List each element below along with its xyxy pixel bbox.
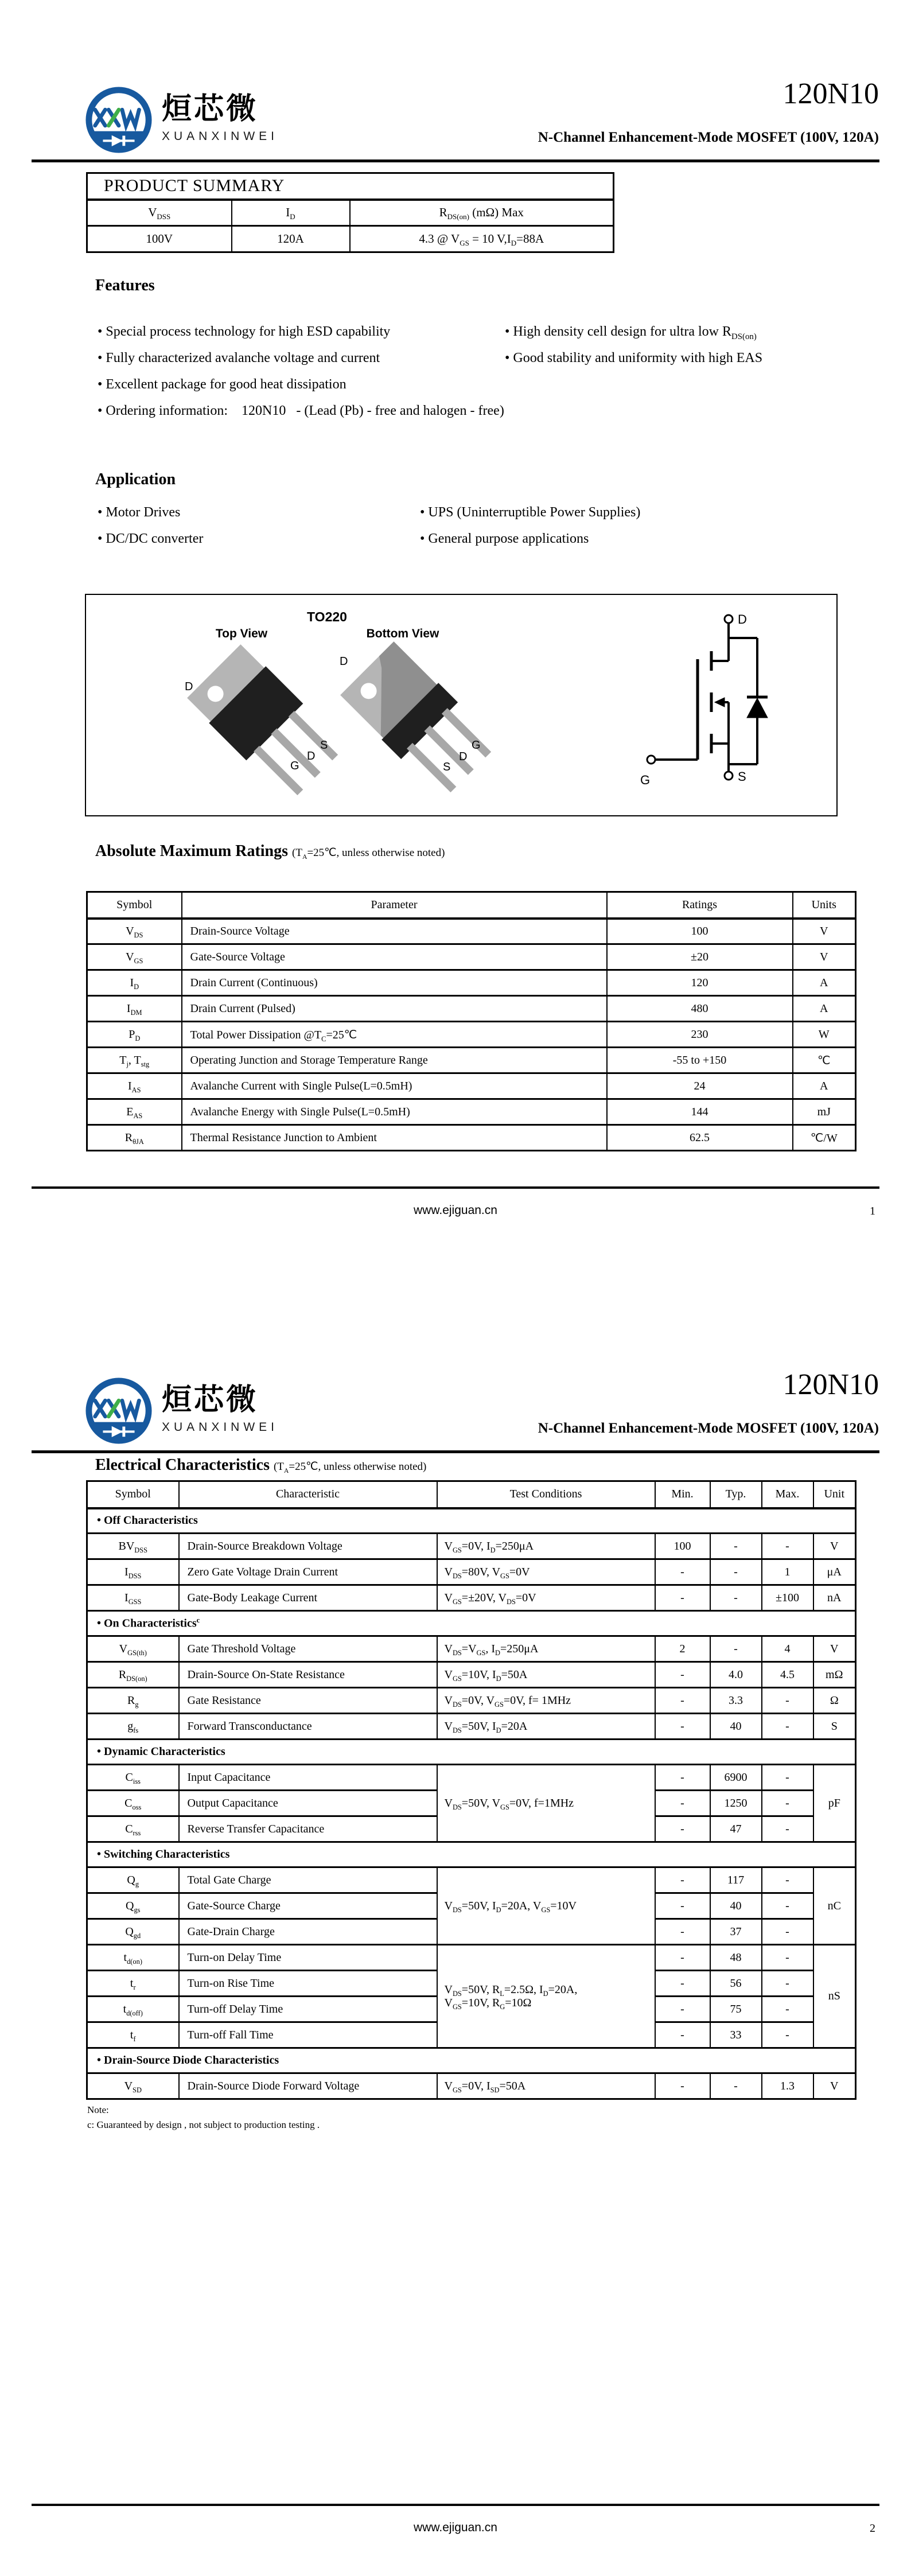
part-number: 120N10: [782, 77, 879, 110]
application-heading: Application: [95, 470, 176, 488]
cell: Avalanche Energy with Single Pulse(L=0.5mH): [182, 1099, 607, 1125]
symbol-cell: $Q_{gd}$: [87, 1919, 179, 1945]
symbol-cell: $P_D$: [87, 1022, 182, 1048]
cell: -: [655, 1816, 710, 1842]
cell: -: [655, 1688, 710, 1714]
cell: 47: [710, 1816, 762, 1842]
cell: ℃: [793, 1048, 856, 1073]
table-row: [87, 173, 614, 200]
cell: 120: [607, 970, 793, 996]
footer-url: www.ejiguan.cn: [414, 1204, 497, 1217]
table-row: [87, 1945, 856, 1971]
electrical-table: [86, 1480, 857, 2100]
column-header: $R_{DS(on)}$ (mΩ) Max: [350, 200, 614, 226]
cell: W: [793, 1022, 856, 1048]
cell: 117: [710, 1867, 762, 1893]
cell: $V_{DS}=V_{GS}$, $I_D=250\mu A$: [437, 1636, 655, 1662]
table-row: [87, 1688, 856, 1714]
company-logo: [85, 1377, 278, 1445]
symbol-cell: $T_j$, $T_{stg}$: [87, 1048, 182, 1073]
list-item: • General purpose applications: [420, 531, 589, 546]
column-header: $V_{DSS}$: [87, 200, 232, 226]
cell: -: [710, 1636, 762, 1662]
column-header: $I_D$: [232, 200, 350, 226]
brand-logo-icon: [85, 1377, 153, 1445]
table-row: [87, 226, 614, 252]
table-row: [87, 2073, 856, 2099]
cell: 1: [762, 1559, 813, 1585]
symbol-cell: $Q_g$: [87, 1867, 179, 1893]
section-label: [87, 1611, 856, 1636]
pin-label: D: [459, 750, 468, 763]
shared-unit-cell: nS: [813, 1945, 856, 2048]
cell: Drain-Source On-State Resistance: [179, 1662, 437, 1688]
symbol-gate-label: G: [640, 773, 651, 787]
cell: -: [762, 1688, 813, 1714]
mosfet-symbol-icon: [647, 615, 768, 780]
cell: -: [655, 1945, 710, 1971]
column-header: Unit: [813, 1481, 856, 1508]
abs-max-heading: [95, 842, 445, 861]
cell: ±20: [607, 944, 793, 970]
list-item: • UPS (Uninterruptible Power Supplies): [420, 505, 641, 520]
pin-label: S: [443, 761, 451, 773]
cell: V: [813, 1636, 856, 1662]
cell: 144: [607, 1099, 793, 1125]
symbol-cell: $R_g$: [87, 1688, 179, 1714]
cell: 1250: [710, 1791, 762, 1816]
symbol-cell: $C_{iss}$: [87, 1765, 179, 1791]
symbol-cell: $I_{GSS}$: [87, 1585, 179, 1611]
abs-max-condition: ($T_A=25℃$, unless otherwise noted): [292, 847, 445, 861]
cell: Gate-Source Voltage: [182, 944, 607, 970]
to220-bottom-view-icon: [338, 640, 499, 800]
symbol-cell: $V_{GS(th)}$: [87, 1636, 179, 1662]
symbol-cell: $E_{AS}$: [87, 1099, 182, 1125]
cell: V: [793, 919, 856, 944]
cell: -: [655, 1559, 710, 1585]
cell: 48: [710, 1945, 762, 1971]
table-row: [87, 1636, 856, 1662]
cell: -: [655, 1867, 710, 1893]
electrical-title: Electrical Characteristics: [95, 1456, 270, 1474]
cell: Total Gate Charge: [179, 1867, 437, 1893]
table-row: [87, 1048, 856, 1073]
list-item: • Good stability and uniformity with high EAS: [505, 351, 763, 365]
package-figure: [85, 594, 838, 816]
list-item: • Special process technology for high ESD capability: [98, 324, 391, 339]
cell: Thermal Resistance Junction to Ambient: [182, 1125, 607, 1151]
cell: Total Power Dissipation $@T_C=25℃$: [182, 1022, 607, 1048]
cell: $V_{GS}=10V$, $I_D=50A$: [437, 1662, 655, 1688]
cell: mJ: [793, 1099, 856, 1125]
section-row: [87, 2048, 856, 2073]
section-row: [87, 1508, 856, 1534]
cell: Output Capacitance: [179, 1791, 437, 1816]
table-row: [87, 1585, 856, 1611]
table-row: [87, 944, 856, 970]
cell: -: [762, 1765, 813, 1791]
symbol-cell: $Q_{gs}$: [87, 1893, 179, 1919]
pin-label: S: [320, 739, 328, 752]
column-header: Typ.: [710, 1481, 762, 1508]
list-item: • Ordering information: 120N10 - (Lead (Pb) - free and halogen - free): [98, 403, 504, 418]
cell: ℃/W: [793, 1125, 856, 1151]
cell: V: [813, 2073, 856, 2099]
cell: 75: [710, 1997, 762, 2022]
cell: -: [762, 1919, 813, 1945]
cell: -: [655, 1919, 710, 1945]
page-2: [0, 1291, 911, 2576]
symbol-cell: $C_{rss}$: [87, 1816, 179, 1842]
product-summary-table: [86, 172, 614, 253]
cell: 37: [710, 1919, 762, 1945]
cell: 40: [710, 1893, 762, 1919]
cell: -: [655, 1714, 710, 1740]
cell: nA: [813, 1585, 856, 1611]
cell: -: [655, 2073, 710, 2099]
shared-condition-cell: $V_{DS}=50V$, $I_D=20A$, $V_{GS}=10V$: [437, 1867, 655, 1945]
document-subtitle: N-Channel Enhancement-Mode MOSFET (100V, 120A): [538, 130, 879, 145]
cell: 480: [607, 996, 793, 1022]
column-header: Symbol: [87, 892, 182, 919]
cell: -: [655, 2022, 710, 2048]
cell: Gate-Body Leakage Current: [179, 1585, 437, 1611]
cell: -: [710, 1534, 762, 1559]
abs-max-title: Absolute Maximum Ratings: [95, 842, 289, 860]
cell: -: [762, 1714, 813, 1740]
table-header-row: [87, 1481, 856, 1508]
footer-rule: [32, 2504, 879, 2506]
list-item: • High density cell design for ultra low $R_{DS(on)}$: [505, 324, 757, 341]
electrical-heading: [95, 1456, 426, 1474]
table-row: [87, 1099, 856, 1125]
symbol-cell: $I_{DM}$: [87, 996, 182, 1022]
brand-name-en: XUANXINWEI: [162, 130, 279, 143]
cell: -: [710, 1559, 762, 1585]
cell: Gate Resistance: [179, 1688, 437, 1714]
table-row: [87, 1022, 856, 1048]
cell: Avalanche Current with Single Pulse(L=0.5mH): [182, 1073, 607, 1099]
cell: 230: [607, 1022, 793, 1048]
cell: Turn-on Delay Time: [179, 1945, 437, 1971]
note-text: c: Guaranteed by design , not subject to production testing .: [87, 2119, 320, 2130]
cell: 3.3: [710, 1688, 762, 1714]
table-row: [87, 200, 614, 226]
symbol-cell: $R_{\theta JA}$: [87, 1125, 182, 1151]
cell: -: [762, 1867, 813, 1893]
cell: Turn-off Fall Time: [179, 2022, 437, 2048]
cell: Drain-Source Diode Forward Voltage: [179, 2073, 437, 2099]
cell: Turn-off Delay Time: [179, 1997, 437, 2022]
cell: Drain Current (Pulsed): [182, 996, 607, 1022]
cell: A: [793, 970, 856, 996]
cell: -55 to +150: [607, 1048, 793, 1073]
column-header: Test Conditions: [437, 1481, 655, 1508]
cell: Forward Transconductance: [179, 1714, 437, 1740]
cell: -: [762, 1971, 813, 1997]
section-label: • Switching Characteristics: [87, 1842, 856, 1867]
header-rule: [32, 159, 879, 162]
table-row: [87, 1073, 856, 1099]
cell: 4.3 @ $V_{GS} = 10$ $V,I_D=88A$: [350, 226, 614, 252]
application-list-left: [98, 505, 203, 558]
cell: Turn-on Rise Time: [179, 1971, 437, 1997]
part-number: 120N10: [782, 1368, 879, 1401]
to220-top-view-icon: [185, 643, 346, 803]
table-row: [87, 1662, 856, 1688]
table-row: [87, 1534, 856, 1559]
symbol-cell: $V_{GS}$: [87, 944, 182, 970]
cell: V: [793, 944, 856, 970]
cell: 100V: [87, 226, 232, 252]
list-item: • Fully characterized avalanche voltage and current: [98, 351, 380, 365]
section-label-superscript: c: [196, 1616, 200, 1625]
symbol-cell: $R_{DS(on)}$: [87, 1662, 179, 1688]
symbol-cell: $I_{AS}$: [87, 1073, 182, 1099]
features-list-right: [505, 324, 762, 377]
cell: 40: [710, 1714, 762, 1740]
column-header: Min.: [655, 1481, 710, 1508]
column-header: Units: [793, 892, 856, 919]
symbol-cell: $t_{d(off)}$: [87, 1997, 179, 2022]
cell: Gate Threshold Voltage: [179, 1636, 437, 1662]
abs-max-table: [86, 891, 857, 1151]
list-item: • Excellent package for good heat dissipation: [98, 377, 347, 392]
cell: Operating Junction and Storage Temperature Range: [182, 1048, 607, 1073]
cell: Reverse Transfer Capacitance: [179, 1816, 437, 1842]
cell: 1.3: [762, 2073, 813, 2099]
symbol-cell: $I_D$: [87, 970, 182, 996]
cell: 33: [710, 2022, 762, 2048]
product-summary-title: PRODUCT SUMMARY: [87, 173, 614, 200]
table-row: [87, 1867, 856, 1893]
cell: Zero Gate Voltage Drain Current: [179, 1559, 437, 1585]
bottom-view-label: Bottom View: [366, 627, 439, 640]
page-number: 1: [870, 1205, 875, 1217]
symbol-cell: $g_{fs}$: [87, 1714, 179, 1740]
cell: Drain-Source Voltage: [182, 919, 607, 944]
shared-unit-cell: pF: [813, 1765, 856, 1842]
symbol-cell: $V_{SD}$: [87, 2073, 179, 2099]
column-header: Ratings: [607, 892, 793, 919]
table-row: [87, 970, 856, 996]
cell: Drain Current (Continuous): [182, 970, 607, 996]
cell: -: [762, 1816, 813, 1842]
page-number: 2: [870, 2522, 875, 2535]
package-name-label: TO220: [307, 609, 347, 624]
symbol-cell: $BV_{DSS}$: [87, 1534, 179, 1559]
footer-url: www.ejiguan.cn: [414, 2521, 497, 2534]
cell: 4.0: [710, 1662, 762, 1688]
header-rule: [32, 1450, 879, 1453]
cell: -: [762, 2022, 813, 2048]
section-row: [87, 1740, 856, 1765]
cell: -: [762, 1997, 813, 2022]
cell: 2: [655, 1636, 710, 1662]
cell: -: [655, 1791, 710, 1816]
table-row: [87, 1714, 856, 1740]
column-header: Parameter: [182, 892, 607, 919]
list-item: • DC/DC converter: [98, 531, 204, 546]
cell: ±100: [762, 1585, 813, 1611]
electrical-condition: ($T_A=25℃$, unless otherwise noted): [273, 1461, 427, 1474]
cell: -: [710, 2073, 762, 2099]
cell: μA: [813, 1559, 856, 1585]
footer-rule: [32, 1186, 879, 1189]
cell: 4.5: [762, 1662, 813, 1688]
cell: -: [655, 1662, 710, 1688]
brand-text: [162, 1383, 278, 1434]
top-view-tab-label: D: [185, 680, 193, 693]
cell: -: [762, 1893, 813, 1919]
cell: -: [655, 1765, 710, 1791]
cell: Drain-Source Breakdown Voltage: [179, 1534, 437, 1559]
column-header: Symbol: [87, 1481, 179, 1508]
symbol-source-label: S: [738, 769, 746, 784]
table-header-row: [87, 892, 856, 919]
cell: $V_{GS}=0V$, $I_D=250\mu A$: [437, 1534, 655, 1559]
cell: 100: [655, 1534, 710, 1559]
features-list-left: [98, 324, 504, 430]
symbol-cell: $t_r$: [87, 1971, 179, 1997]
cell: Input Capacitance: [179, 1765, 437, 1791]
brand-name-cn: 烜芯微: [162, 92, 259, 126]
cell: mΩ: [813, 1662, 856, 1688]
pin-label: G: [290, 760, 299, 772]
company-logo: [85, 86, 278, 154]
table-row: [87, 996, 856, 1022]
cell: -: [655, 1971, 710, 1997]
cell: Ω: [813, 1688, 856, 1714]
cell: A: [793, 1073, 856, 1099]
top-view-label: Top View: [215, 627, 268, 640]
cell: -: [762, 1791, 813, 1816]
cell: Gate-Source Charge: [179, 1893, 437, 1919]
cell: $V_{DS}=0V$, $V_{GS}=0V$, f= 1MHz: [437, 1688, 655, 1714]
package-drawing-icon: [86, 595, 836, 815]
cell: $V_{DS}=80V$, $V_{GS}=0V$: [437, 1559, 655, 1585]
section-label: • Dynamic Characteristics: [87, 1740, 856, 1765]
symbol-cell: $t_{d(on)}$: [87, 1945, 179, 1971]
shared-condition-cell: $V_{DS}=50V$, $V_{GS}=0V$, f=1MHz: [437, 1765, 655, 1842]
bottom-view-tab-label: D: [340, 655, 348, 668]
document-subtitle: N-Channel Enhancement-Mode MOSFET (100V, 120A): [538, 1421, 879, 1436]
table-row: [87, 919, 856, 944]
cell: 120A: [232, 226, 350, 252]
brand-name-en: XUANXINWEI: [162, 1421, 279, 1434]
brand-logo-icon: [85, 86, 153, 154]
cell: -: [655, 1585, 710, 1611]
list-item: • Motor Drives: [98, 505, 181, 520]
features-heading: Features: [95, 277, 155, 294]
section-label: • Drain-Source Diode Characteristics: [87, 2048, 856, 2073]
cell: -: [655, 1893, 710, 1919]
brand-text: [162, 92, 278, 143]
symbol-cell: $C_{oss}$: [87, 1791, 179, 1816]
cell: 4: [762, 1636, 813, 1662]
symbol-drain-label: D: [738, 612, 747, 627]
symbol-cell: $t_f$: [87, 2022, 179, 2048]
table-row: [87, 1125, 856, 1151]
cell: 24: [607, 1073, 793, 1099]
section-label-text: • On Characteristics: [97, 1617, 197, 1630]
note-title: Note:: [87, 2104, 109, 2115]
brand-name-cn: 烜芯微: [162, 1383, 259, 1417]
symbol-cell: $V_{DS}$: [87, 919, 182, 944]
pin-label: D: [307, 750, 316, 762]
section-row: [87, 1842, 856, 1867]
cell: -: [762, 1534, 813, 1559]
cell: V: [813, 1534, 856, 1559]
column-header: Characteristic: [179, 1481, 437, 1508]
cell: -: [655, 1997, 710, 2022]
cell: A: [793, 996, 856, 1022]
cell: Gate-Drain Charge: [179, 1919, 437, 1945]
section-row: [87, 1611, 856, 1636]
cell: S: [813, 1714, 856, 1740]
cell: 100: [607, 919, 793, 944]
cell: $V_{DS}=50V$, $I_D=20A$: [437, 1714, 655, 1740]
cell: $V_{GS}=0V$, $I_{SD}=50A$: [437, 2073, 655, 2099]
cell: 62.5: [607, 1125, 793, 1151]
shared-condition-cell: $V_{DS}=50V$, $R_L=2.5\Omega$, $I_D=20A$, $V_{GS}=10V$, $R_G=10\Omega$: [437, 1945, 655, 2048]
cell: -: [762, 1945, 813, 1971]
table-row: [87, 1559, 856, 1585]
column-header: Max.: [762, 1481, 813, 1508]
shared-unit-cell: nC: [813, 1867, 856, 1945]
section-label: • Off Characteristics: [87, 1508, 856, 1534]
symbol-cell: $I_{DSS}$: [87, 1559, 179, 1585]
cell: 56: [710, 1971, 762, 1997]
pin-label: G: [472, 739, 481, 752]
cell: $V_{GS}=\pm 20V$, $V_{DS}=0V$: [437, 1585, 655, 1611]
table-row: [87, 1765, 856, 1791]
cell: 6900: [710, 1765, 762, 1791]
cell: -: [710, 1585, 762, 1611]
application-list-right: [420, 505, 640, 558]
